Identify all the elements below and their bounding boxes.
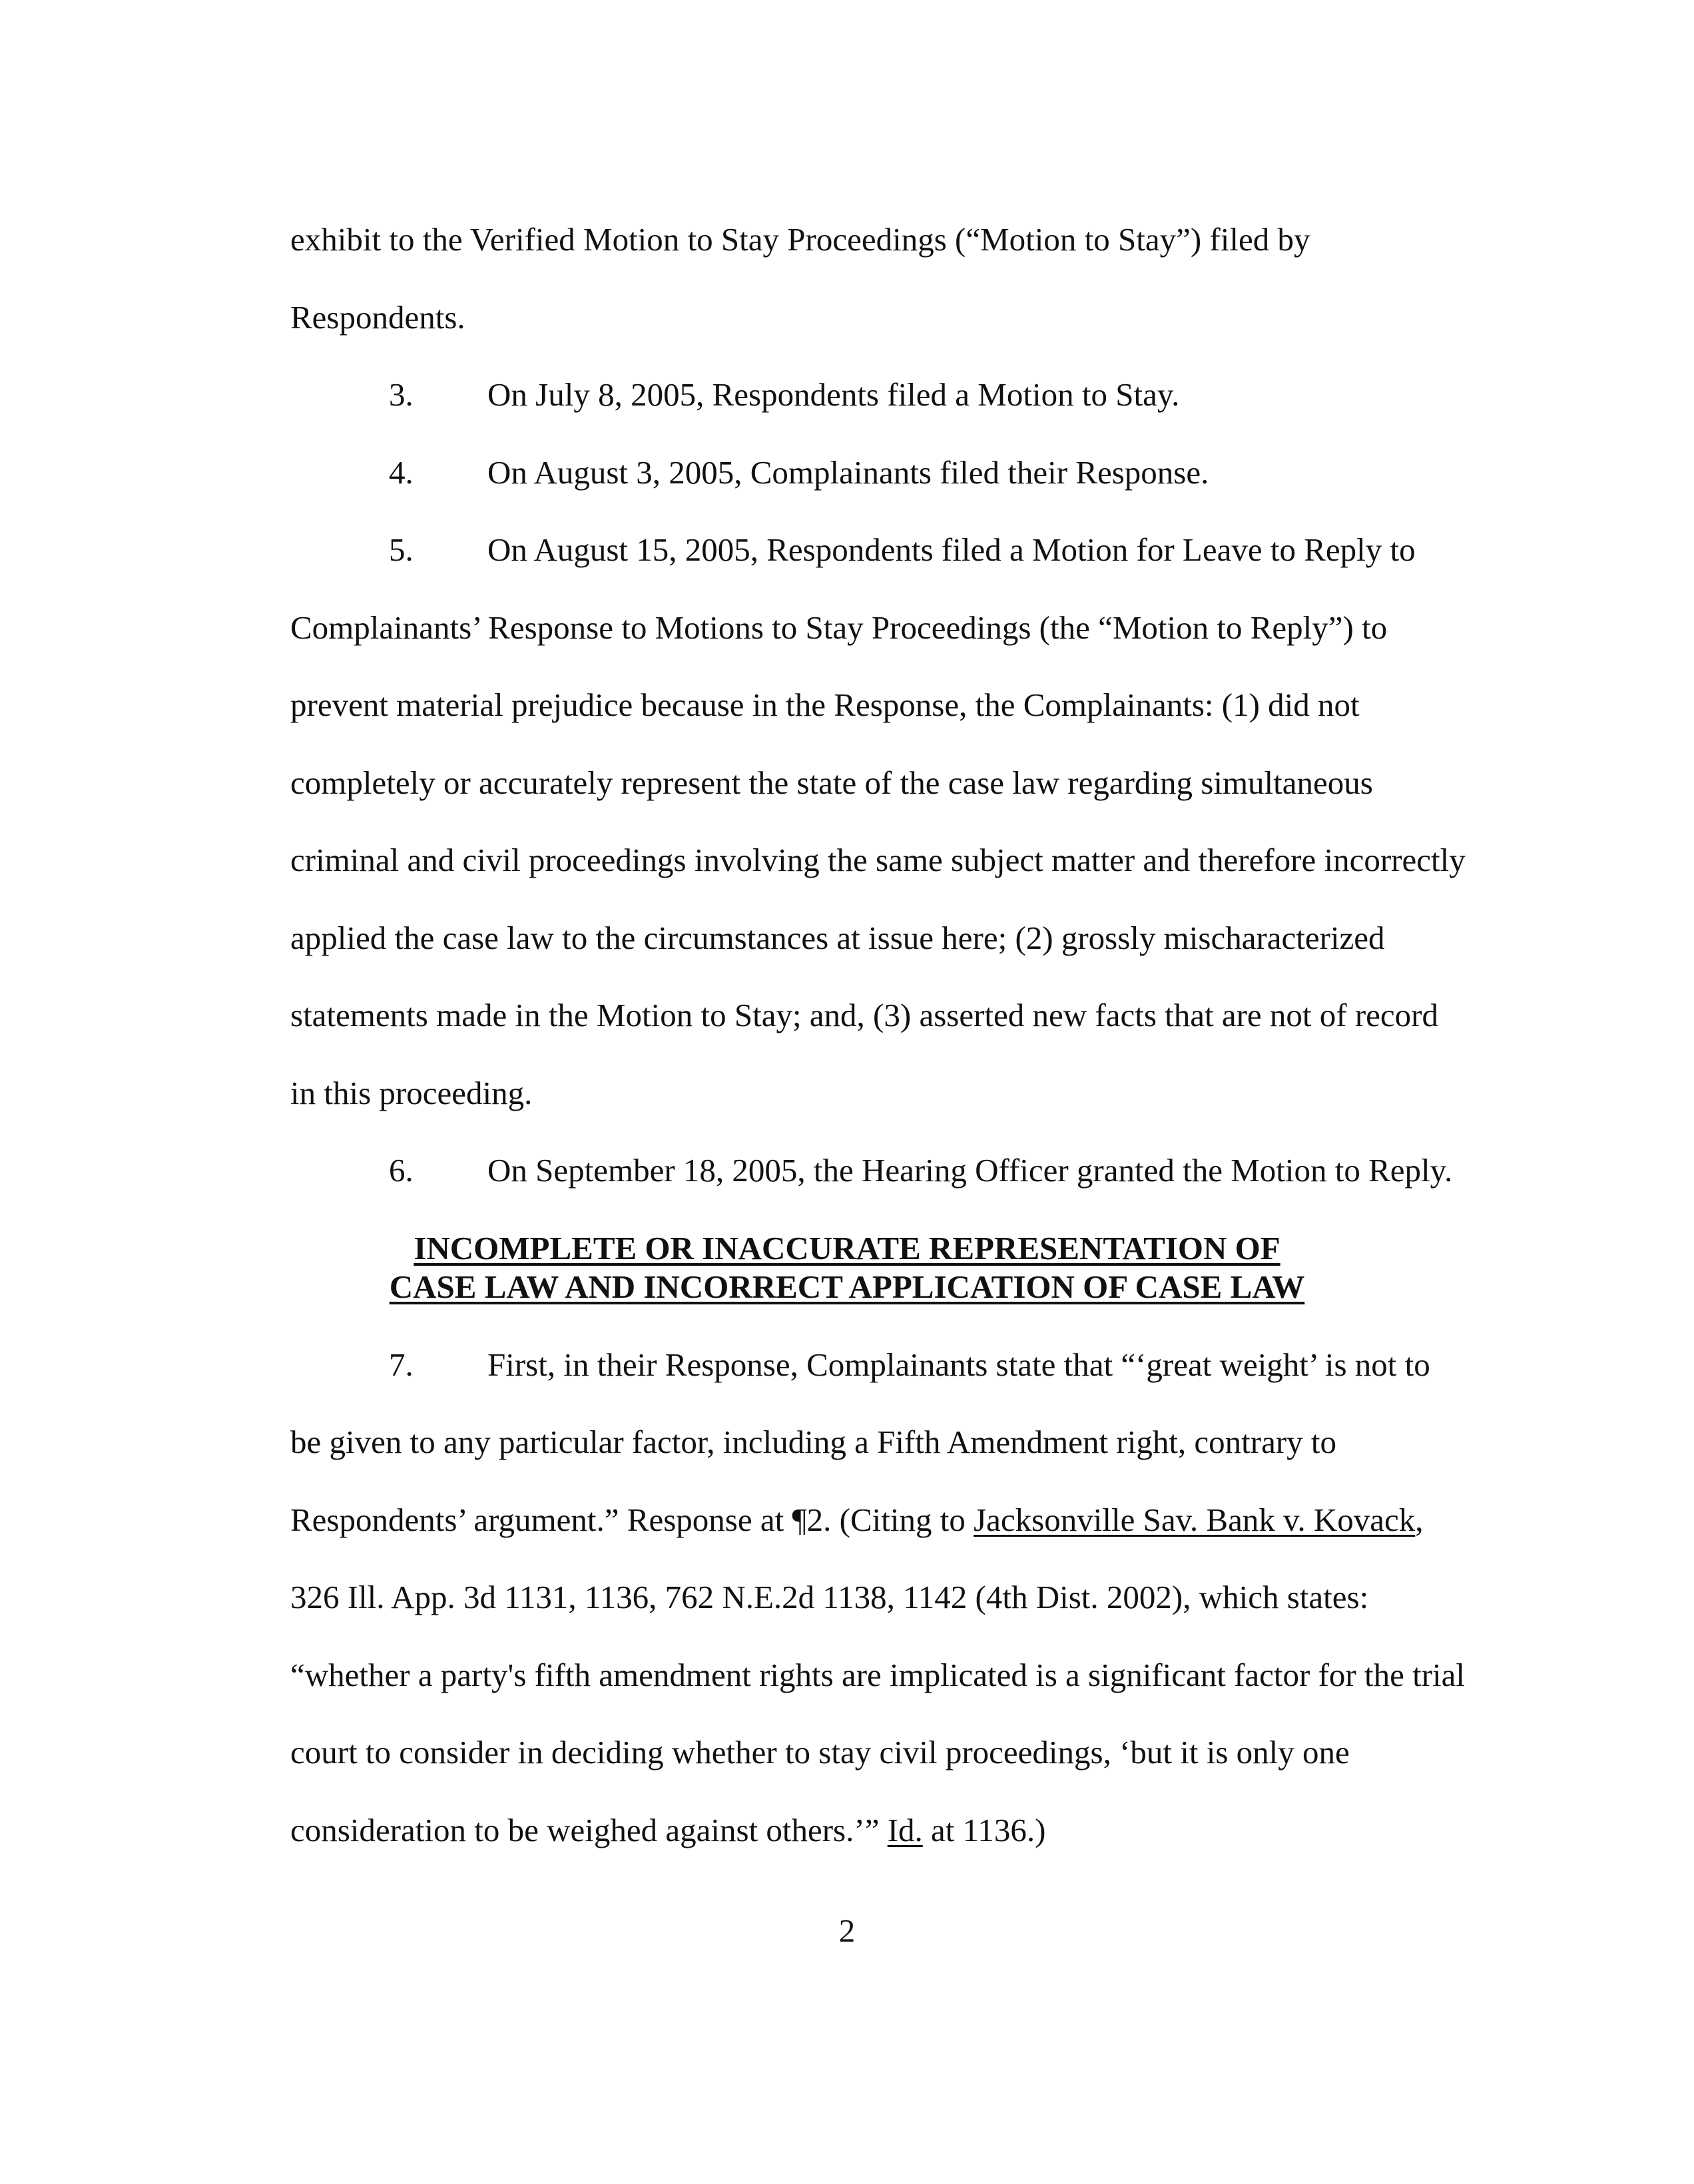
body-text-line: First, in their Response, Complainants state that “‘great weight’ is not to bbox=[487, 1346, 1430, 1383]
section-heading-line: CASE LAW AND INCORRECT APPLICATION OF CASE LAW bbox=[389, 1268, 1305, 1305]
body-text-line: 326 Ill. App. 3d 1131, 1136, 762 N.E.2d 1138, 1142 (4th Dist. 2002), which states: bbox=[290, 1579, 1369, 1615]
body-text-segment: , bbox=[1415, 1502, 1424, 1538]
id-citation: Id. bbox=[887, 1812, 923, 1848]
body-text-line: applied the case law to the circumstances at issue here; (2) grossly mischaracterized bbox=[290, 920, 1385, 956]
body-text-line: “whether a party's fifth amendment rights are implicated is a significant factor for the trial bbox=[290, 1657, 1465, 1693]
body-text-line: exhibit to the Verified Motion to Stay Proceedings (“Motion to Stay”) filed by bbox=[290, 221, 1310, 258]
body-text-line: be given to any particular factor, including a Fifth Amendment right, contrary to bbox=[290, 1424, 1337, 1460]
body-text-line: Respondents. bbox=[290, 299, 465, 336]
body-text-line: On July 8, 2005, Respondents filed a Motion to Stay. bbox=[487, 376, 1180, 413]
page-number: 2 bbox=[838, 1912, 856, 1949]
body-text-line: prevent material prejudice because in the Response, the Complainants: (1) did not bbox=[290, 686, 1360, 723]
body-text-line bbox=[290, 1810, 1045, 1850]
paragraph-number: 5. bbox=[389, 531, 414, 568]
body-text-line: statements made in the Motion to Stay; and, (3) asserted new facts that are not of record bbox=[290, 997, 1438, 1033]
case-citation: Jacksonville Sav. Bank v. Kovack bbox=[974, 1502, 1416, 1538]
body-text-line: On September 18, 2005, the Hearing Officer granted the Motion to Reply. bbox=[487, 1152, 1453, 1189]
body-text-line: Complainants’ Response to Motions to Stay Proceedings (the “Motion to Reply”) to bbox=[290, 609, 1388, 646]
body-text-segment: Respondents’ argument.” Response at ¶2. (Citing to bbox=[290, 1502, 974, 1538]
body-text-line bbox=[290, 1500, 1424, 1540]
paragraph-number: 7. bbox=[389, 1346, 414, 1383]
paragraph-number: 4. bbox=[389, 454, 414, 491]
body-text-line: in this proceeding. bbox=[290, 1075, 533, 1111]
body-text-line: On August 3, 2005, Complainants filed their Response. bbox=[487, 454, 1209, 491]
paragraph-number: 3. bbox=[389, 376, 414, 413]
body-text-segment: at 1136.) bbox=[922, 1812, 1046, 1848]
section-heading-line: INCOMPLETE OR INACCURATE REPRESENTATION OF bbox=[414, 1230, 1280, 1266]
body-text-segment: consideration to be weighed against others.’” bbox=[290, 1812, 888, 1848]
body-text-line: completely or accurately represent the state of the case law regarding simultaneous bbox=[290, 764, 1373, 801]
body-text-line: On August 15, 2005, Respondents filed a Motion for Leave to Reply to bbox=[487, 531, 1416, 568]
paragraph-number: 6. bbox=[389, 1152, 414, 1189]
body-text-line: criminal and civil proceedings involving the same subject matter and therefore incorrectly bbox=[290, 842, 1466, 878]
body-text-line: court to consider in deciding whether to stay civil proceedings, ‘but it is only one bbox=[290, 1734, 1350, 1771]
